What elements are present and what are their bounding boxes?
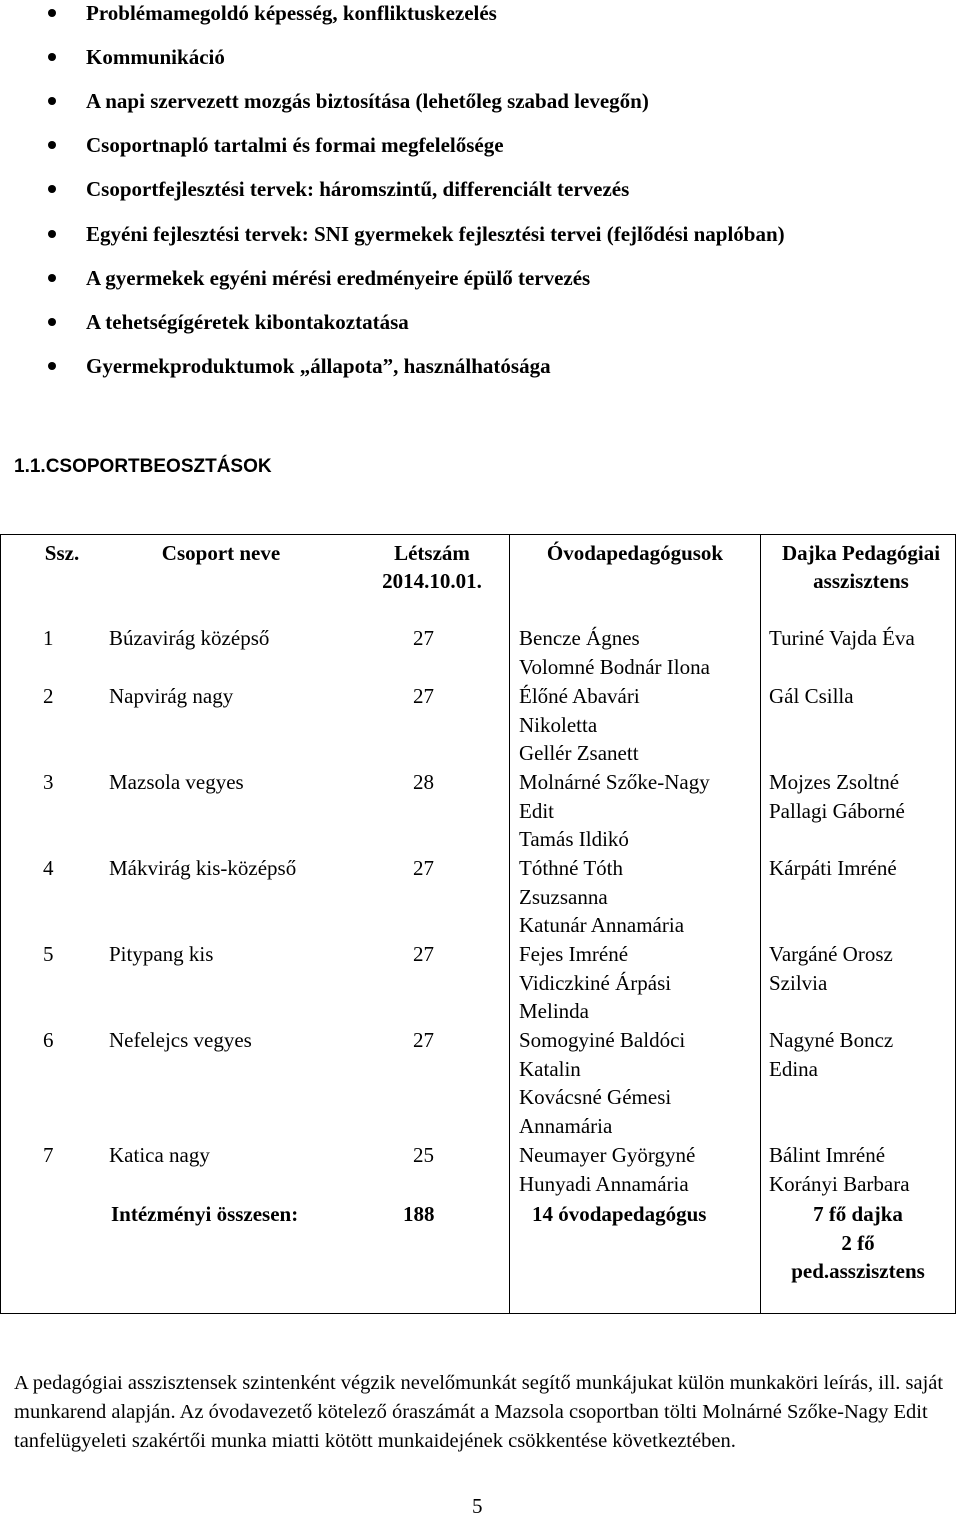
section-heading: 1.1.CSOPORTBEOSZTÁSOK xyxy=(14,456,272,477)
row-count: 27 xyxy=(413,626,434,650)
header-teachers: Óvodapedagógusok xyxy=(546,541,724,565)
total-label: Intézményi összesen: xyxy=(111,1202,299,1226)
bullet-item xyxy=(86,309,409,335)
row-group-name: Katica nagy xyxy=(109,1143,210,1167)
bullet-text: Csoportnapló tartalmi és formai megfelelősége xyxy=(86,133,504,157)
row-number: 6 xyxy=(43,1028,54,1052)
header-ssz: Ssz. xyxy=(44,541,80,565)
row-teachers: Molnárné Szőke-Nagy Edit Tamás Ildikó xyxy=(519,770,710,852)
row-group-name: Mazsola vegyes xyxy=(109,770,244,794)
row-number: 2 xyxy=(43,684,54,708)
bullet-text: Kommunikáció xyxy=(86,45,225,69)
row-count: 28 xyxy=(413,770,434,794)
bullet-text: A tehetségígéretek kibontakoztatása xyxy=(86,310,409,334)
bullet-dot-icon xyxy=(48,318,56,326)
row-number: 1 xyxy=(43,626,54,650)
bullet-dot-icon xyxy=(48,274,56,282)
row-staff: Nagyné Boncz Edina xyxy=(769,1028,894,1081)
row-count: 27 xyxy=(413,1028,434,1052)
row-teachers: Bencze Ágnes Volomné Bodnár Ilona xyxy=(519,626,710,679)
column-divider xyxy=(509,535,510,1313)
row-count: 27 xyxy=(413,856,434,880)
bullet-item xyxy=(86,0,497,26)
row-teachers: Fejes Imréné Vidiczkiné Árpási Melinda xyxy=(519,942,672,1024)
row-group-name: Nefelejcs vegyes xyxy=(109,1028,252,1052)
row-teachers: Neumayer Györgyné Hunyadi Annamária xyxy=(519,1143,696,1196)
bullet-text: A gyermekek egyéni mérési eredményeire épülő tervezés xyxy=(86,266,591,290)
bullet-item xyxy=(86,132,504,158)
row-number: 4 xyxy=(43,856,54,880)
total-count: 188 xyxy=(403,1202,435,1226)
row-count: 25 xyxy=(413,1143,434,1167)
row-staff: Turiné Vajda Éva xyxy=(769,626,915,650)
row-staff: Gál Csilla xyxy=(769,684,854,708)
bullet-dot-icon xyxy=(48,97,56,105)
header-staff: Dajka Pedagógiai asszisztens xyxy=(781,541,941,593)
row-number: 5 xyxy=(43,942,54,966)
bullet-dot-icon xyxy=(48,53,56,61)
bullet-item xyxy=(86,353,551,379)
header-count: Létszám 2014.10.01. xyxy=(382,541,482,593)
bullet-dot-icon xyxy=(48,362,56,370)
row-teachers: Somogyiné Baldóci Katalin Kovácsné Gémesi Annamária xyxy=(519,1028,686,1138)
row-number: 7 xyxy=(43,1143,54,1167)
bullet-dot-icon xyxy=(48,9,56,17)
row-group-name: Napvirág nagy xyxy=(109,684,234,708)
row-teachers: Élőné Abavári Nikoletta Gellér Zsanett xyxy=(519,684,640,766)
row-group-name: Búzavirág középső xyxy=(109,626,270,650)
bullet-dot-icon xyxy=(48,141,56,149)
note-paragraph: A pedagógiai asszisztensek szintenként végzik nevelőmunkát segítő munkájukat külön munkaköri leírás, ill. saját munkarend alapján. Az óvodavezető kötelező óraszámát a Mazsola csoportban tölti Molnárné Szőke-Nagy Edit tanfelügyeleti szakértői munka miatti kötött munkaidejének csökkentése következtében. xyxy=(14,1372,944,1452)
bullet-item xyxy=(86,221,785,247)
row-staff: Bálint Imréné Korányi Barbara xyxy=(769,1143,910,1196)
bullet-item xyxy=(86,88,649,114)
bullet-text: A napi szervezett mozgás biztosítása (lehetőleg szabad levegőn) xyxy=(86,89,649,113)
total-teachers: 14 óvodapedagógus xyxy=(532,1202,707,1226)
row-group-name: Pitypang kis xyxy=(109,942,214,966)
column-divider xyxy=(760,535,761,1313)
row-group-name: Mákvirág kis-középső xyxy=(109,856,297,880)
bullet-dot-icon xyxy=(48,230,56,238)
bullet-item xyxy=(86,44,225,70)
row-staff: Kárpáti Imréné xyxy=(769,856,897,880)
page-number: 5 xyxy=(472,1494,483,1518)
bullet-dot-icon xyxy=(48,185,56,193)
bullet-text: Egyéni fejlesztési tervek: SNI gyermekek fejlesztési tervei (fejlődési naplóban) xyxy=(86,222,785,246)
bullet-item xyxy=(86,265,590,291)
bullet-text: Gyermekproduktumok „állapota”, használhatósága xyxy=(86,354,551,378)
bullet-text: Problémamegoldó képesség, konfliktuskezelés xyxy=(86,1,497,25)
group-table xyxy=(0,534,956,1314)
row-staff: Vargáné Orosz Szilvia xyxy=(769,942,893,995)
bullet-item xyxy=(86,176,629,202)
header-group-name: Csoport neve xyxy=(161,541,281,565)
row-staff: Mojzes Zsoltné Pallagi Gáborné xyxy=(769,770,905,823)
bullet-text: Csoportfejlesztési tervek: háromszintű, differenciált tervezés xyxy=(86,177,630,201)
row-teachers: Tóthné Tóth Zsuzsanna Katunár Annamária xyxy=(519,856,685,938)
total-staff: 7 fő dajka 2 fő ped.asszisztens xyxy=(791,1202,925,1284)
row-count: 27 xyxy=(413,942,434,966)
row-count: 27 xyxy=(413,684,434,708)
row-number: 3 xyxy=(43,770,54,794)
